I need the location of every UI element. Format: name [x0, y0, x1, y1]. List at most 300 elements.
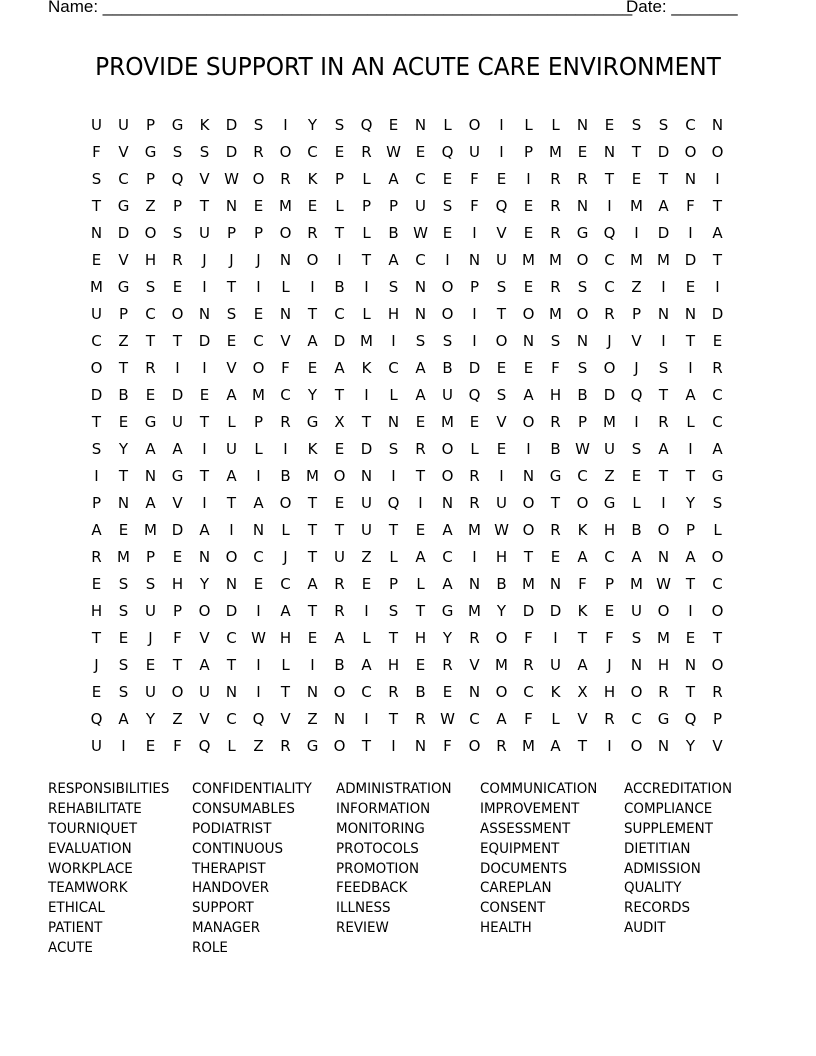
grid-letter: Y: [307, 386, 318, 404]
grid-letter: L: [281, 656, 290, 674]
grid-letter: E: [442, 170, 453, 188]
word-list-column: [336, 780, 480, 959]
grid-letter: P: [172, 602, 183, 620]
grid-letter: N: [117, 494, 130, 512]
grid-letter: T: [523, 548, 534, 566]
grid-letter: I: [526, 440, 531, 458]
grid-letter: L: [362, 629, 371, 647]
grid-letter: N: [198, 305, 211, 323]
grid-letter: I: [634, 413, 639, 431]
grid-letter: N: [630, 656, 643, 674]
grid-letter: U: [550, 656, 561, 674]
grid-letter: B: [631, 521, 642, 539]
grid-letter: A: [523, 386, 534, 404]
grid-letter: N: [684, 305, 697, 323]
grid-letter: E: [91, 251, 102, 269]
grid-letter: O: [603, 359, 616, 377]
grid-letter: I: [715, 278, 720, 296]
grid-letter: C: [226, 710, 237, 728]
grid-row: [83, 654, 731, 681]
grid-letter: B: [334, 656, 345, 674]
grid-letter: D: [225, 143, 238, 161]
grid-letter: Z: [172, 710, 183, 728]
grid-letter: N: [684, 170, 697, 188]
grid-letter: O: [630, 683, 643, 701]
grid-letter: T: [658, 386, 669, 404]
grid-letter: N: [414, 305, 427, 323]
grid-letter: D: [225, 602, 238, 620]
word-list-item: PROTOCOLS: [336, 840, 419, 857]
grid-letter: P: [361, 197, 372, 215]
grid-letter: X: [334, 413, 345, 431]
grid-letter: D: [225, 116, 238, 134]
grid-letter: S: [118, 683, 129, 701]
grid-letter: C: [604, 251, 615, 269]
grid-letter: P: [631, 305, 642, 323]
grid-letter: N: [549, 575, 562, 593]
grid-letter: O: [576, 251, 589, 269]
grid-letter: E: [334, 143, 345, 161]
grid-letter: J: [148, 629, 153, 647]
grid-letter: R: [172, 251, 183, 269]
grid-letter: H: [414, 629, 427, 647]
grid-letter: O: [306, 251, 319, 269]
grid-letter: I: [229, 521, 234, 539]
grid-letter: A: [253, 494, 264, 512]
word-list-item: ADMISSION: [624, 860, 701, 877]
grid-letter: R: [334, 602, 345, 620]
grid-letter: T: [388, 629, 399, 647]
grid-letter: A: [577, 548, 588, 566]
grid-letter: M: [117, 548, 130, 566]
grid-row: [83, 465, 731, 492]
grid-letter: O: [711, 548, 724, 566]
grid-letter: N: [576, 197, 589, 215]
grid-letter: M: [549, 143, 562, 161]
grid-letter: M: [306, 467, 319, 485]
grid-letter: T: [226, 494, 237, 512]
grid-letter: N: [225, 575, 238, 593]
grid-letter: C: [442, 548, 453, 566]
grid-letter: E: [253, 197, 264, 215]
grid-letter: R: [577, 170, 588, 188]
grid-letter: K: [307, 440, 318, 458]
grid-letter: G: [603, 494, 616, 512]
date-field-label: Date: _______: [626, 0, 738, 16]
grid-letter: O: [522, 521, 535, 539]
grid-letter: E: [469, 413, 480, 431]
grid-letter: F: [578, 575, 587, 593]
word-list-item: ACUTE: [48, 940, 93, 957]
grid-letter: V: [496, 224, 507, 242]
grid-row: [83, 249, 731, 276]
grid-letter: A: [145, 494, 156, 512]
grid-letter: C: [712, 386, 723, 404]
name-field-label: Name: ________________________________________________________: [48, 0, 633, 16]
word-list-item: RECORDS: [624, 900, 691, 917]
grid-letter: O: [279, 143, 292, 161]
grid-letter: N: [468, 575, 481, 593]
grid-letter: O: [333, 683, 346, 701]
grid-row: [83, 708, 731, 735]
grid-letter: I: [472, 224, 477, 242]
grid-letter: V: [280, 332, 291, 350]
grid-letter: O: [711, 656, 724, 674]
grid-letter: F: [551, 359, 560, 377]
grid-letter: V: [118, 143, 129, 161]
grid-letter: A: [415, 386, 426, 404]
grid-letter: I: [202, 278, 207, 296]
grid-letter: R: [550, 170, 561, 188]
grid-letter: S: [496, 386, 507, 404]
grid-letter: N: [279, 305, 292, 323]
word-list-item: CONTINUOUS: [192, 840, 284, 857]
grid-letter: P: [685, 521, 696, 539]
grid-letter: G: [711, 467, 724, 485]
grid-letter: D: [711, 305, 724, 323]
grid-letter: A: [550, 737, 561, 755]
grid-letter: E: [334, 494, 345, 512]
grid-row: [83, 438, 731, 465]
grid-letter: S: [226, 305, 237, 323]
grid-letter: C: [334, 305, 345, 323]
grid-letter: T: [712, 251, 723, 269]
grid-letter: Y: [685, 494, 696, 512]
grid-letter: T: [361, 251, 372, 269]
grid-letter: M: [495, 656, 508, 674]
grid-letter: S: [631, 629, 642, 647]
grid-letter: I: [688, 224, 693, 242]
grid-letter: I: [364, 602, 369, 620]
grid-letter: C: [604, 278, 615, 296]
grid-letter: D: [90, 386, 103, 404]
grid-letter: L: [362, 305, 371, 323]
grid-letter: E: [145, 386, 156, 404]
grid-letter: O: [711, 143, 724, 161]
grid-letter: E: [685, 629, 696, 647]
grid-letter: F: [281, 359, 290, 377]
grid-letter: F: [92, 143, 101, 161]
grid-letter: O: [441, 305, 454, 323]
grid-letter: P: [253, 224, 264, 242]
grid-letter: D: [171, 521, 184, 539]
grid-letter: D: [117, 224, 130, 242]
grid-letter: V: [172, 494, 183, 512]
word-list-item: SUPPORT: [192, 900, 254, 917]
grid-letter: N: [603, 143, 616, 161]
grid-letter: S: [145, 278, 156, 296]
grid-letter: G: [144, 143, 157, 161]
grid-letter: J: [94, 656, 99, 674]
grid-letter: V: [280, 710, 291, 728]
grid-letter: O: [441, 278, 454, 296]
grid-letter: U: [496, 494, 507, 512]
grid-letter: S: [658, 359, 669, 377]
grid-letter: L: [686, 413, 695, 431]
grid-letter: M: [441, 413, 454, 431]
grid-letter: J: [607, 332, 612, 350]
grid-letter: L: [335, 197, 344, 215]
grid-letter: R: [253, 143, 264, 161]
grid-letter: R: [469, 629, 480, 647]
grid-row: [83, 546, 731, 573]
grid-letter: I: [391, 332, 396, 350]
grid-letter: U: [91, 305, 102, 323]
grid-letter: T: [172, 332, 183, 350]
grid-letter: O: [333, 737, 346, 755]
grid-letter: C: [361, 683, 372, 701]
word-list-item: EQUIPMENT: [480, 840, 560, 857]
grid-letter: I: [283, 116, 288, 134]
grid-letter: P: [91, 494, 102, 512]
word-list-item: TOURNIQUET: [48, 820, 138, 837]
grid-letter: U: [631, 602, 642, 620]
grid-letter: I: [499, 143, 504, 161]
grid-letter: O: [522, 494, 535, 512]
grid-letter: I: [391, 467, 396, 485]
grid-letter: L: [551, 710, 560, 728]
grid-letter: S: [145, 575, 156, 593]
grid-letter: A: [172, 440, 183, 458]
grid-letter: W: [386, 143, 401, 161]
grid-letter: T: [685, 683, 696, 701]
grid-letter: I: [661, 278, 666, 296]
grid-letter: M: [657, 251, 670, 269]
grid-letter: S: [577, 278, 588, 296]
grid-letter: D: [333, 332, 346, 350]
grid-letter: S: [442, 197, 453, 215]
grid-letter: A: [361, 656, 372, 674]
grid-letter: V: [226, 359, 237, 377]
grid-letter: R: [280, 170, 291, 188]
grid-letter: U: [172, 413, 183, 431]
grid-letter: A: [307, 575, 318, 593]
grid-letter: K: [361, 359, 372, 377]
grid-letter: R: [415, 440, 426, 458]
grid-letter: N: [468, 683, 481, 701]
grid-letter: K: [577, 602, 588, 620]
grid-letter: E: [604, 116, 615, 134]
grid-letter: I: [688, 359, 693, 377]
grid-letter: O: [630, 737, 643, 755]
grid-row: [83, 141, 731, 168]
grid-letter: W: [575, 440, 590, 458]
grid-letter: T: [334, 386, 345, 404]
grid-letter: T: [712, 197, 723, 215]
grid-letter: G: [171, 116, 184, 134]
grid-letter: I: [607, 197, 612, 215]
grid-letter: W: [494, 521, 509, 539]
grid-letter: E: [334, 440, 345, 458]
grid-row: [83, 276, 731, 303]
grid-letter: R: [658, 413, 669, 431]
grid-letter: S: [91, 170, 102, 188]
grid-letter: A: [226, 386, 237, 404]
grid-letter: J: [256, 251, 261, 269]
word-list-column: [624, 780, 768, 959]
grid-letter: O: [522, 413, 535, 431]
grid-letter: A: [91, 521, 102, 539]
grid-letter: G: [576, 224, 589, 242]
grid-letter: M: [522, 251, 535, 269]
grid-letter: E: [523, 197, 534, 215]
grid-letter: D: [657, 143, 670, 161]
grid-letter: B: [388, 224, 399, 242]
grid-letter: B: [280, 467, 291, 485]
grid-letter: Y: [496, 602, 507, 620]
grid-letter: T: [685, 332, 696, 350]
word-list-item: AUDIT: [624, 920, 666, 937]
grid-letter: R: [712, 683, 723, 701]
grid-letter: Q: [360, 116, 373, 134]
grid-letter: L: [713, 521, 722, 539]
grid-letter: I: [391, 737, 396, 755]
grid-letter: K: [550, 683, 561, 701]
grid-letter: A: [415, 548, 426, 566]
grid-letter: P: [604, 575, 615, 593]
grid-letter: E: [91, 683, 102, 701]
grid-letter: L: [551, 116, 560, 134]
grid-letter: O: [711, 602, 724, 620]
grid-letter: U: [604, 440, 615, 458]
grid-letter: P: [469, 278, 480, 296]
grid-letter: Q: [468, 386, 481, 404]
grid-letter: N: [657, 305, 670, 323]
grid-letter: Z: [145, 197, 156, 215]
grid-letter: E: [388, 116, 399, 134]
grid-letter: E: [253, 305, 264, 323]
grid-letter: Q: [252, 710, 265, 728]
grid-letter: U: [199, 224, 210, 242]
grid-row: [83, 573, 731, 600]
word-list-item: SUPPLEMENT: [624, 820, 713, 837]
grid-letter: I: [256, 467, 261, 485]
word-list-item: HEALTH: [480, 920, 532, 937]
grid-row: [83, 303, 731, 330]
grid-letter: N: [711, 116, 724, 134]
grid-letter: C: [388, 359, 399, 377]
word-list-item: MANAGER: [192, 920, 261, 937]
grid-letter: M: [522, 575, 535, 593]
grid-letter: T: [496, 305, 507, 323]
grid-letter: E: [145, 656, 156, 674]
grid-letter: T: [118, 467, 129, 485]
word-list-item: FEEDBACK: [336, 880, 408, 897]
grid-letter: U: [496, 251, 507, 269]
grid-letter: M: [630, 251, 643, 269]
grid-letter: N: [576, 116, 589, 134]
grid-letter: T: [118, 359, 129, 377]
grid-letter: T: [307, 602, 318, 620]
grid-letter: L: [281, 521, 290, 539]
grid-letter: F: [173, 737, 182, 755]
grid-letter: M: [252, 386, 265, 404]
grid-letter: N: [90, 224, 103, 242]
grid-letter: H: [279, 629, 292, 647]
grid-letter: I: [472, 548, 477, 566]
word-list-item: DIETITIAN: [624, 840, 691, 857]
grid-letter: T: [550, 494, 561, 512]
grid-letter: Y: [442, 629, 453, 647]
grid-letter: O: [495, 683, 508, 701]
grid-letter: V: [469, 656, 480, 674]
grid-letter: V: [199, 710, 210, 728]
grid-letter: T: [172, 656, 183, 674]
grid-letter: E: [118, 521, 129, 539]
grid-letter: E: [307, 359, 318, 377]
grid-letter: T: [307, 305, 318, 323]
grid-letter: E: [631, 170, 642, 188]
grid-letter: C: [253, 548, 264, 566]
grid-letter: O: [495, 629, 508, 647]
grid-letter: R: [658, 683, 669, 701]
word-list-item: CONSENT: [480, 900, 546, 917]
grid-letter: J: [202, 251, 207, 269]
grid-letter: A: [442, 575, 453, 593]
grid-letter: U: [145, 602, 156, 620]
grid-letter: L: [416, 575, 425, 593]
grid-letter: M: [468, 521, 481, 539]
grid-row: [83, 411, 731, 438]
grid-letter: C: [280, 386, 291, 404]
grid-letter: H: [603, 521, 616, 539]
grid-letter: Z: [604, 467, 615, 485]
grid-letter: G: [117, 278, 130, 296]
grid-letter: T: [307, 494, 318, 512]
grid-letter: C: [91, 332, 102, 350]
grid-letter: B: [496, 575, 507, 593]
grid-letter: N: [468, 251, 481, 269]
grid-letter: A: [631, 548, 642, 566]
grid-letter: L: [470, 440, 479, 458]
grid-letter: O: [657, 521, 670, 539]
grid-letter: A: [280, 602, 291, 620]
word-list-item: PATIENT: [48, 920, 103, 937]
grid-letter: C: [226, 629, 237, 647]
grid-letter: C: [631, 710, 642, 728]
grid-letter: T: [604, 170, 615, 188]
grid-letter: O: [468, 116, 481, 134]
grid-letter: N: [657, 548, 670, 566]
grid-letter: R: [469, 467, 480, 485]
word-search-grid: [83, 114, 731, 762]
grid-letter: O: [441, 440, 454, 458]
word-list-item: TEAMWORK: [48, 880, 128, 897]
word-list-item: DOCUMENTS: [480, 860, 568, 877]
word-list-item: ETHICAL: [48, 900, 105, 917]
grid-letter: Q: [171, 170, 184, 188]
grid-letter: I: [364, 278, 369, 296]
grid-letter: S: [388, 602, 399, 620]
grid-letter: N: [522, 467, 535, 485]
grid-letter: E: [361, 575, 372, 593]
grid-letter: M: [549, 305, 562, 323]
grid-letter: D: [198, 332, 211, 350]
grid-letter: S: [118, 602, 129, 620]
grid-letter: O: [576, 494, 589, 512]
word-list-item: CAREPLAN: [480, 880, 552, 897]
grid-letter: R: [91, 548, 102, 566]
grid-letter: I: [688, 440, 693, 458]
grid-letter: I: [661, 332, 666, 350]
grid-letter: H: [495, 548, 508, 566]
grid-letter: T: [685, 575, 696, 593]
grid-letter: M: [657, 629, 670, 647]
grid-letter: E: [91, 575, 102, 593]
grid-letter: I: [256, 656, 261, 674]
grid-letter: O: [441, 467, 454, 485]
grid-letter: I: [256, 602, 261, 620]
